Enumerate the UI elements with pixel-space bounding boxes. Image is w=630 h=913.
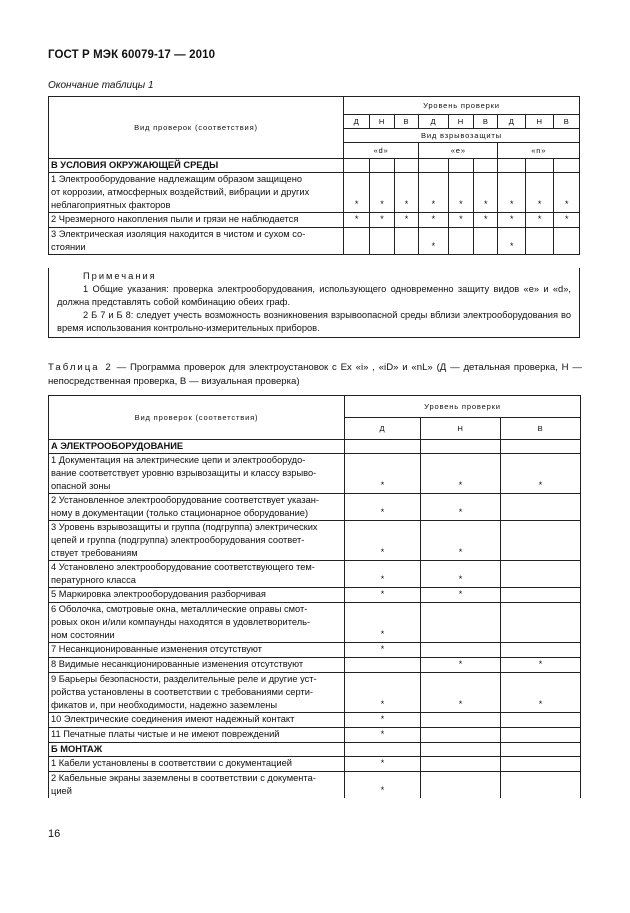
note-2: 2 Б 7 и Б 8: следует учесть возможность возникновения взрывоопасной среды вблизи электрооборудования во время использования контрольно-измерительных приборов. bbox=[57, 310, 571, 333]
table1-row-text bbox=[49, 228, 344, 255]
check-mark-cell bbox=[421, 728, 501, 743]
check-mark-cell: * bbox=[345, 673, 421, 713]
table2-caption bbox=[48, 361, 582, 389]
check-mark-cell bbox=[345, 440, 421, 454]
row-text-line: ствует требованиям bbox=[51, 548, 138, 558]
check-mark-cell bbox=[501, 743, 581, 757]
table1-notes bbox=[48, 268, 580, 338]
check-mark-cell: * bbox=[345, 643, 421, 658]
level-code-header: В bbox=[474, 115, 498, 129]
table1-continuation-caption: Окончание таблицы 1 bbox=[48, 80, 154, 91]
check-mark-cell bbox=[421, 757, 501, 772]
level-code-header: Д bbox=[419, 115, 448, 129]
table1-level-header: Уровень проверки bbox=[343, 97, 579, 115]
note-1: 1 Общие указания: проверка электрооборудования, использующего одновременно защиту видов «е» и «d», должна представлять собой комбинацию обеих граф. bbox=[57, 284, 571, 307]
row-text-line: 2 Установленное электрооборудование соответствует указан- bbox=[51, 495, 320, 505]
check-mark-cell: * bbox=[501, 658, 581, 673]
protection-type-header: «n» bbox=[498, 143, 580, 159]
check-mark-cell bbox=[501, 561, 581, 588]
check-mark-cell: * bbox=[474, 213, 498, 228]
table2-caption-text: — Программа проверок для электроустановок с Ex «i» , «iD» и «nL» (Д — детальная проверка, Н — непосредственная проверка, В — визуальная проверка) bbox=[48, 362, 582, 387]
row-text-line: 1 Документация на электрические цепи и электрооборудо- bbox=[51, 455, 306, 465]
row-text-line: 1 Электрооборудование надлежащим образом защищено bbox=[51, 174, 303, 184]
table2-row-text bbox=[49, 728, 345, 743]
check-mark-cell: * bbox=[394, 213, 418, 228]
check-mark-cell: * bbox=[421, 588, 501, 603]
check-mark-cell: * bbox=[419, 213, 448, 228]
notes-title: Примечания bbox=[83, 271, 157, 281]
row-text-line: ройства установлены в соответствии с требованиями серти- bbox=[51, 687, 313, 697]
check-mark-cell: * bbox=[498, 228, 525, 255]
check-mark-cell: * bbox=[370, 173, 394, 213]
document-header: ГОСТ Р МЭК 60079-17 — 2010 bbox=[48, 49, 216, 61]
row-text-line: 9 Барьеры безопасности, разделительные реле и другие уст- bbox=[51, 674, 317, 684]
section-row bbox=[49, 440, 581, 454]
table2-section-title bbox=[49, 440, 345, 454]
check-mark-cell bbox=[370, 228, 394, 255]
row-text-line: 11 Печатные платы чистые и не имеют повреждений bbox=[51, 729, 280, 739]
row-text-line: 10 Электрические соединения имеют надежный контакт bbox=[51, 714, 295, 724]
table2-row-text bbox=[49, 673, 345, 713]
row-text-line: Б МОНТАЖ bbox=[51, 744, 103, 754]
check-mark-cell bbox=[345, 743, 421, 757]
table2-row-text bbox=[49, 658, 345, 673]
row-text-line: стоянии bbox=[51, 242, 86, 252]
check-mark-cell bbox=[501, 603, 581, 643]
check-mark-cell bbox=[501, 772, 581, 799]
table-row bbox=[49, 228, 580, 255]
row-text-line: 8 Видимые несанкционированные изменения отсутствуют bbox=[51, 659, 304, 669]
table2 bbox=[48, 395, 581, 798]
table2-level-header: Уровень проверки bbox=[345, 396, 581, 418]
check-mark-cell bbox=[343, 228, 369, 255]
check-mark-cell: * bbox=[498, 173, 525, 213]
check-mark-cell: * bbox=[345, 728, 421, 743]
check-mark-cell bbox=[421, 603, 501, 643]
row-text-line: 1 Кабели установлены в соответствии с документацией bbox=[51, 758, 292, 768]
check-mark-cell: * bbox=[394, 173, 418, 213]
table-row bbox=[49, 757, 581, 772]
row-text-line: 2 Чрезмерного накопления пыли и грязи не наблюдается bbox=[51, 214, 299, 224]
table1-row-text bbox=[49, 213, 344, 228]
level-code-header: Н bbox=[370, 115, 394, 129]
check-mark-cell bbox=[554, 228, 580, 255]
level-code-header: Д bbox=[345, 418, 421, 440]
check-mark-cell: * bbox=[345, 603, 421, 643]
level-code-header: Д bbox=[498, 115, 525, 129]
level-code-header: Д bbox=[343, 115, 369, 129]
check-mark-cell: * bbox=[421, 658, 501, 673]
check-mark-cell: * bbox=[345, 757, 421, 772]
level-code-header: Н bbox=[525, 115, 553, 129]
table-row bbox=[49, 561, 581, 588]
check-mark-cell bbox=[421, 772, 501, 799]
table-row bbox=[49, 173, 580, 213]
row-text-line: вание соответствует уровню взрывозащиты и классу взрыво- bbox=[51, 468, 317, 478]
table-row bbox=[49, 728, 581, 743]
row-text-line: 3 Электрическая изоляция находится в чистом и сухом со- bbox=[51, 229, 306, 239]
check-mark-cell: * bbox=[498, 213, 525, 228]
check-mark-cell: * bbox=[501, 673, 581, 713]
table2-row-text bbox=[49, 561, 345, 588]
table-row bbox=[49, 521, 581, 561]
check-mark-cell: * bbox=[345, 521, 421, 561]
check-mark-cell: * bbox=[370, 213, 394, 228]
check-mark-cell: * bbox=[421, 561, 501, 588]
check-mark-cell: * bbox=[448, 173, 473, 213]
check-mark-cell: * bbox=[421, 521, 501, 561]
row-text-line: ном состоянии bbox=[51, 630, 115, 640]
level-code-header: Н bbox=[421, 418, 501, 440]
check-mark-cell bbox=[525, 228, 553, 255]
level-code-header: В bbox=[394, 115, 418, 129]
table2-row-text bbox=[49, 454, 345, 494]
level-code-header: В bbox=[501, 418, 581, 440]
row-text-line: цепей и группа (подгруппа) электрооборудования соответ- bbox=[51, 535, 305, 545]
row-text-line: ному в документации (только стационарное оборудование) bbox=[51, 508, 309, 518]
table1-section-title: В УСЛОВИЯ ОКРУЖАЮЩЕЙ СРЕДЫ bbox=[49, 159, 344, 173]
row-text-line: 3 Уровень взрывозащиты и группа (подгруппа) электрических bbox=[51, 522, 318, 532]
check-mark-cell: * bbox=[345, 494, 421, 521]
check-mark-cell: * bbox=[345, 713, 421, 728]
check-mark-cell: * bbox=[421, 494, 501, 521]
table2-row-text bbox=[49, 772, 345, 799]
row-text-line: цией bbox=[51, 786, 72, 796]
check-mark-cell: * bbox=[554, 173, 580, 213]
table-row bbox=[49, 213, 580, 228]
check-mark-cell bbox=[501, 713, 581, 728]
check-mark-cell bbox=[448, 228, 473, 255]
table1-row-text bbox=[49, 173, 344, 213]
check-mark-cell bbox=[421, 440, 501, 454]
table1-kind-header: Вид проверок (соответствия) bbox=[49, 97, 344, 159]
check-mark-cell bbox=[501, 494, 581, 521]
row-text-line: неблагоприятных факторов bbox=[51, 200, 171, 210]
table1 bbox=[48, 96, 580, 255]
row-text-line: 5 Маркировка электрооборудования разборчивая bbox=[51, 589, 266, 599]
check-mark-cell: * bbox=[345, 772, 421, 799]
table2-kind-header: Вид проверок (соответствия) bbox=[49, 396, 345, 440]
table2-section-title bbox=[49, 743, 345, 757]
table-row bbox=[49, 454, 581, 494]
table1-protection-header: Вид взрывозащиты bbox=[343, 129, 579, 143]
level-code-header: В bbox=[554, 115, 580, 129]
check-mark-cell: * bbox=[345, 454, 421, 494]
table2-row-text bbox=[49, 521, 345, 561]
table-row bbox=[49, 713, 581, 728]
table2-row-text bbox=[49, 494, 345, 521]
check-mark-cell: * bbox=[554, 213, 580, 228]
check-mark-cell bbox=[421, 713, 501, 728]
protection-type-header: «e» bbox=[419, 143, 498, 159]
row-text-line: 2 Кабельные экраны заземлены в соответствии с документа- bbox=[51, 773, 316, 783]
table-row bbox=[49, 772, 581, 799]
check-mark-cell: * bbox=[421, 454, 501, 494]
table2-row-text bbox=[49, 713, 345, 728]
row-text-line: 7 Несанкционированные изменения отсутствуют bbox=[51, 644, 262, 654]
table-row bbox=[49, 494, 581, 521]
check-mark-cell bbox=[501, 757, 581, 772]
check-mark-cell bbox=[501, 440, 581, 454]
row-text-line: от коррозии, атмосферных воздействий, вибрации и других bbox=[51, 187, 310, 197]
level-code-header: Н bbox=[448, 115, 473, 129]
protection-type-header: «d» bbox=[343, 143, 418, 159]
check-mark-cell: * bbox=[501, 454, 581, 494]
table-row bbox=[49, 603, 581, 643]
check-mark-cell bbox=[421, 643, 501, 658]
check-mark-cell: * bbox=[345, 588, 421, 603]
check-mark-cell: * bbox=[343, 213, 369, 228]
table-row bbox=[49, 588, 581, 603]
check-mark-cell bbox=[501, 728, 581, 743]
check-mark-cell bbox=[345, 658, 421, 673]
table2-caption-prefix: Таблица 2 bbox=[48, 362, 113, 373]
check-mark-cell: * bbox=[421, 673, 501, 713]
row-text-line: опасной зоны bbox=[51, 481, 111, 491]
check-mark-cell: * bbox=[474, 173, 498, 213]
table2-row-text bbox=[49, 757, 345, 772]
row-text-line: 6 Оболочка, смотровые окна, металлические оправы смот- bbox=[51, 604, 308, 614]
check-mark-cell bbox=[394, 228, 418, 255]
table-row bbox=[49, 643, 581, 658]
check-mark-cell bbox=[501, 643, 581, 658]
check-mark-cell bbox=[474, 228, 498, 255]
check-mark-cell bbox=[421, 743, 501, 757]
check-mark-cell: * bbox=[448, 213, 473, 228]
check-mark-cell: * bbox=[419, 173, 448, 213]
table2-row-text bbox=[49, 588, 345, 603]
table-row bbox=[49, 658, 581, 673]
check-mark-cell: * bbox=[419, 228, 448, 255]
check-mark-cell bbox=[501, 521, 581, 561]
section-row bbox=[49, 743, 581, 757]
check-mark-cell: * bbox=[345, 561, 421, 588]
page-number: 16 bbox=[48, 828, 61, 840]
row-text-line: пературного класса bbox=[51, 575, 136, 585]
table2-row-text bbox=[49, 603, 345, 643]
row-text-line: ровых окон и/или компаунды находятся в удовлетворитель- bbox=[51, 617, 311, 627]
row-text-line: 4 Установлено электрооборудование соответствующего тем- bbox=[51, 562, 315, 572]
row-text-line: А ЭЛЕКТРООБОРУДОВАНИЕ bbox=[51, 441, 184, 451]
check-mark-cell: * bbox=[343, 173, 369, 213]
table-row bbox=[49, 673, 581, 713]
check-mark-cell bbox=[501, 588, 581, 603]
check-mark-cell: * bbox=[525, 173, 553, 213]
table2-row-text bbox=[49, 643, 345, 658]
check-mark-cell: * bbox=[525, 213, 553, 228]
row-text-line: фикатов и, при необходимости, надежно заземлены bbox=[51, 700, 278, 710]
